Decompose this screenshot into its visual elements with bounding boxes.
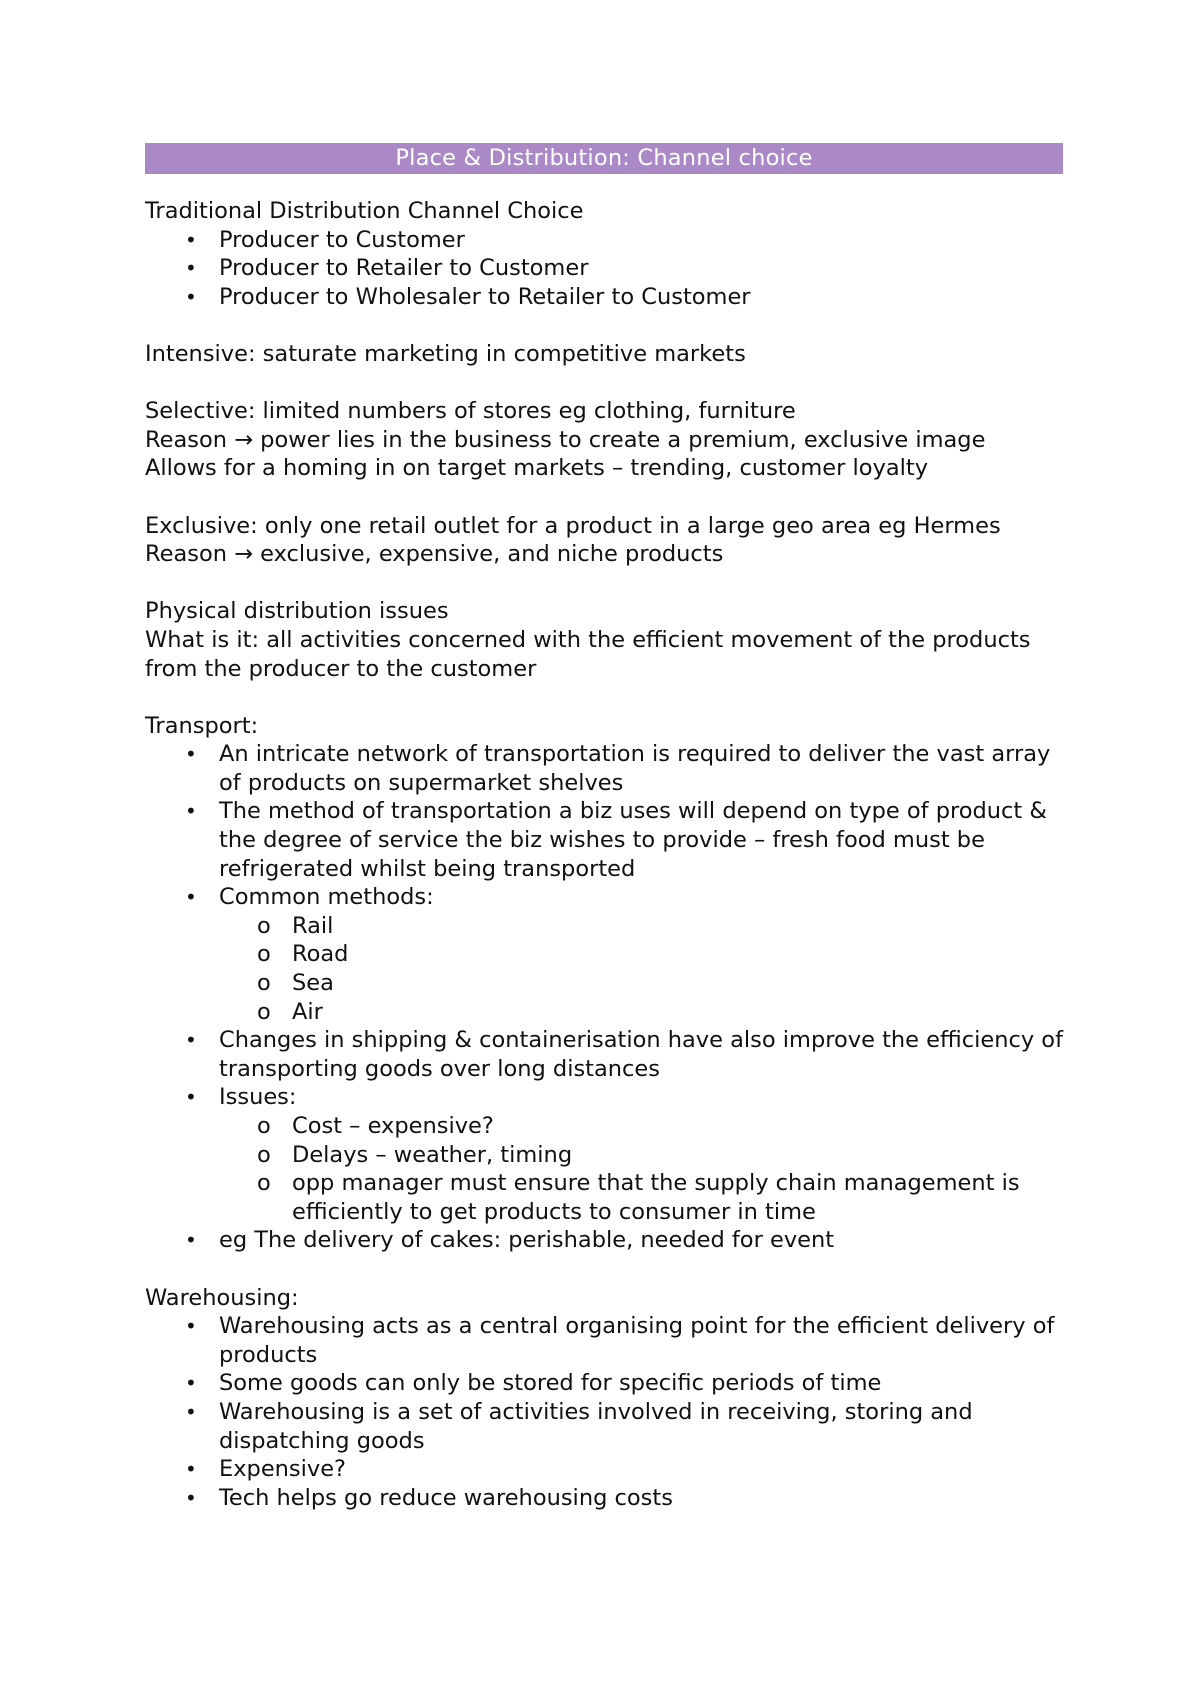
bullet-icon: •	[185, 1085, 197, 1110]
sub-list-item: o Cost – expensive?	[257, 1113, 494, 1139]
document-page	[145, 143, 1063, 1512]
circle-bullet-icon: o	[257, 1141, 271, 1168]
list-item: • Tech helps go reduce warehousing costs	[185, 1484, 673, 1511]
list-item: • Changes in shipping & containerisation have also improve the efficiency of transporting goods over long distances	[185, 1027, 1063, 1082]
physical-definition: What is it: all activities concerned with the efficient movement of the products from the producer to the customer	[145, 626, 1031, 682]
bullet-icon: •	[185, 256, 197, 281]
selective-reason: Reason → power lies in the business to create a premium, exclusive image	[145, 426, 986, 453]
list-item: • An intricate network of transportation is required to deliver the vast array of products on supermarket shelves	[185, 741, 1051, 796]
sub-list-item: o Delays – weather, timing	[257, 1141, 573, 1168]
transport-heading: Transport:	[145, 712, 259, 739]
circle-bullet-icon: o	[257, 1170, 271, 1197]
bullet-icon: •	[185, 1399, 197, 1424]
list-item: • Producer to Customer	[185, 226, 465, 253]
list-item: • Some goods can only be stored for specific periods of time	[185, 1370, 882, 1397]
issues-list	[219, 1112, 1063, 1226]
bullet-icon: •	[185, 1457, 197, 1482]
list-item: • Producer to Wholesaler to Retailer to Customer	[185, 283, 751, 310]
sub-list-item: o Sea	[257, 970, 334, 997]
sub-list-item: o Rail	[257, 912, 334, 939]
circle-bullet-icon: o	[257, 1113, 271, 1139]
bullet-icon: •	[185, 227, 197, 252]
list-item: • Expensive?	[185, 1456, 346, 1483]
document-body	[145, 197, 1063, 1512]
sub-list-item: o Air	[257, 998, 323, 1025]
bullet-icon: •	[185, 284, 197, 309]
list-item: • Warehousing acts as a central organising point for the efficient delivery of products	[185, 1313, 1055, 1368]
transport-list	[145, 740, 1063, 1255]
methods-list	[219, 912, 1063, 1026]
intensive-paragraph: Intensive: saturate marketing in competitive markets	[145, 340, 746, 367]
page-title: Place & Distribution: Channel choice	[145, 143, 1063, 174]
bullet-icon: •	[185, 742, 197, 767]
exclusive-reason: Reason → exclusive, expensive, and niche products	[145, 541, 724, 568]
sub-list-item: o Road	[257, 941, 349, 968]
list-item: • The method of transportation a biz uses will depend on type of product & the degree of service the biz wishes to provide – fresh food must be refrigerated whilst being transported	[185, 798, 1047, 882]
sub-list-item: o opp manager must ensure that the supply chain management is efficiently to get products to consumer in time	[257, 1170, 1020, 1225]
list-item: • Issues: o Cost – expensive? o Delays – weather, timing o opp manager must ensure that the supply chain management is efficiently to get products to consumer in time	[145, 1083, 1063, 1226]
warehousing-heading: Warehousing:	[145, 1284, 299, 1311]
circle-bullet-icon: o	[257, 998, 271, 1025]
circle-bullet-icon: o	[257, 912, 271, 939]
selective-note: Allows for a homing in on target markets – trending, customer loyalty	[145, 455, 929, 482]
exclusive-line: Exclusive: only one retail outlet for a product in a large geo area eg Hermes	[145, 512, 1001, 539]
circle-bullet-icon: o	[257, 941, 271, 968]
bullet-icon: •	[185, 1314, 197, 1339]
traditional-list	[145, 226, 1063, 312]
bullet-icon: •	[185, 885, 197, 910]
selective-line: Selective: limited numbers of stores eg clothing, furniture	[145, 398, 796, 425]
list-item: • Producer to Retailer to Customer	[185, 255, 589, 282]
list-item: • eg The delivery of cakes: perishable, needed for event	[185, 1227, 835, 1254]
bullet-icon: •	[185, 1028, 197, 1053]
warehousing-list	[145, 1312, 1063, 1512]
list-item: • Common methods: o Rail o Road o Sea o Air	[145, 883, 1063, 1026]
bullet-icon: •	[185, 1228, 197, 1253]
bullet-icon: •	[185, 1485, 197, 1510]
bullet-icon: •	[185, 1371, 197, 1396]
circle-bullet-icon: o	[257, 970, 271, 997]
bullet-icon: •	[185, 799, 197, 824]
list-item: • Warehousing is a set of activities involved in receiving, storing and dispatching goods	[185, 1398, 973, 1454]
traditional-heading: Traditional Distribution Channel Choice	[145, 198, 584, 224]
physical-heading: Physical distribution issues	[145, 598, 449, 625]
